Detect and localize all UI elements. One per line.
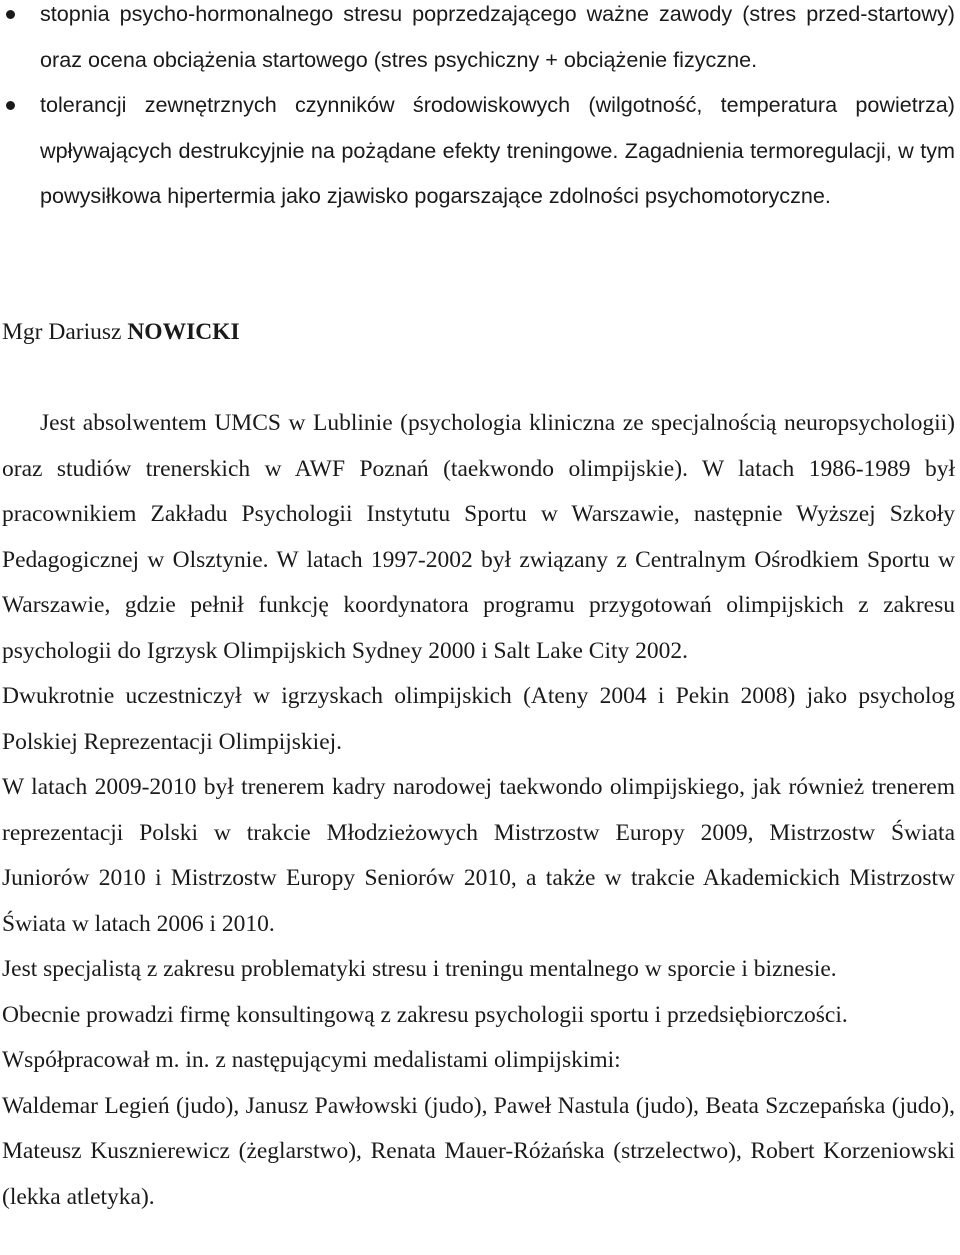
bullet-icon: [6, 10, 15, 19]
bio-paragraph: Jest specjalistą z zakresu problematyki stresu i treningu mentalnego w sporcie i biznesie.: [2, 956, 837, 982]
bio-paragraph: Dwukrotnie uczestniczył w igrzyskach olimpijskich (Ateny 2004 i Pekin 2008) jako psycholog Polskiej Reprezentacji Olimpijskiej.: [2, 683, 955, 755]
bio-paragraph: Współpracował m. in. z następującymi medalistami olimpijskimi:: [2, 1047, 621, 1073]
bio-section: [2, 401, 955, 1220]
bio-paragraph: W latach 2009-2010 był trenerem kadry narodowej taekwondo olimpijskiego, jak również trenerem reprezentacji Polski w trakcie Młodzieżowych Mistrzostw Europy 2009, Mistrzostw Świata Juniorów 2010 i Mistrzostw Europy Seniorów 2010, a także w trakcie Akademickich Mistrzostw Świata w latach 2006 i 2010.: [2, 774, 955, 937]
heading-surname: NOWICKI: [127, 319, 240, 345]
bullet-text: stopnia psycho-hormonalnego stresu poprzedzającego ważne zawody (stres przed-startowy) oraz ocena obciążenia startowego (stres psychiczny + obciążenie fizyczne.: [40, 1, 955, 72]
bio-paragraph: Obecnie prowadzi firmę konsultingową z zakresu psychologii sportu i przedsiębiorczości.: [2, 1001, 848, 1028]
list-item: [0, 82, 955, 219]
person-heading: [2, 310, 955, 356]
list-item: [0, 0, 955, 82]
bio-paragraph: Waldemar Legień (judo), Janusz Pawłowski (judo), Paweł Nastula (judo), Beata Szczepańska (judo), Mateusz Kusznierewicz (żeglarstwo), Renata Mauer-Różańska (strzelectwo), Robert Korzeniowski (lekka atletyka).: [2, 1092, 955, 1210]
bullet-text: tolerancji zewnętrznych czynników środowiskowych (wilgotność, temperatura powietrza) wpływających destrukcyjnie na pożądane efekty treningowe. Zagadnienia termoregulacji, w tym powysiłkowa hipertermia jako zjawisko pogarszające zdolności psychomotoryczne.: [40, 92, 955, 208]
bio-paragraph: Jest absolwentem UMCS w Lublinie (psychologia kliniczna ze specjalnością neuropsychologii) oraz studiów trenerskich w AWF Poznań (taekwondo olimpijskie). W latach 1986-1989 był pracownikiem Zakładu Psychologii Instytutu Sportu w Warszawie, następnie Wyższej Szkoły Pedagogicznej w Olsztynie. W latach 1997-2002 był związany z Centralnym Ośrodkiem Sportu w Warszawie, gdzie pełnił funkcję koordynatora programu przygotowań olimpijskich z zakresu psychologii do Igrzysk Olimpijskich Sydney 2000 i Salt Lake City 2002.: [2, 410, 955, 664]
heading-prefix: Mgr Dariusz: [2, 319, 128, 345]
bullet-icon: [6, 101, 15, 110]
